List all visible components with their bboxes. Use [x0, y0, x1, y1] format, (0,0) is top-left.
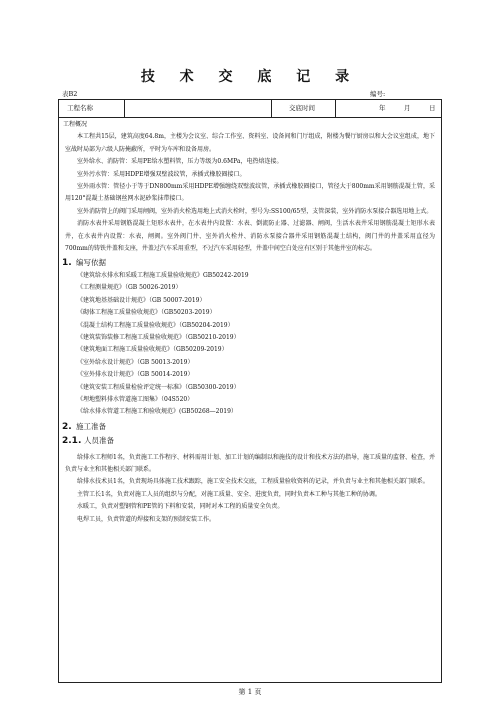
- staff-paragraph: 水暖工，负责对塑钢管和PE管的下料和安装，同时对本工程的质量安全负责。: [77, 503, 284, 511]
- reference-item: 《建筑地面工程施工质量验收规范》（GB50209-2019）: [77, 346, 228, 354]
- record-sheet: [58, 99, 442, 683]
- overview-paragraph: 室外污水管：采用HDPE增强双壁波纹管，承插式橡胶圈接口。: [77, 170, 246, 178]
- overview-paragraph: 室外给水、消防管：采用PE给水塑料管，压力等级为0.6MPa，电热熔连接。: [77, 158, 283, 166]
- section-1-heading: 1. 编写依据: [62, 258, 106, 269]
- divider: [335, 100, 336, 117]
- section-2-1-heading: 2.1. 人员准备: [62, 436, 114, 447]
- overview-paragraph: 本工程共15层，建筑高度64.8m，主楼为会议室、综合工作室、资料室、设备间和门厅组成，附楼为餐厅厨房以和大会议室组成，地下室战时局部为六级人防掩蔽所，平时为车库和设备用房。: [65, 133, 435, 153]
- record-body: [59, 119, 441, 526]
- staff-paragraph: 给排水技术员1名，负责现场具体施工技术跟踪，施工安全技术交底，工程质量验收资料的记录，并负责与业主和其他相关部门联系。: [77, 478, 429, 486]
- staff-paragraph: 给排水工程师1名，负责施工工作程序、材料需用计划、加工计划的编制以和施技的设计和技术方法的指导，施工质量的监督、检查，并负责与业主和其他相关部门联系。: [65, 453, 435, 473]
- reference-item: 《建筑装饰装修工程施工质量验收规范》（GB50210-2019）: [77, 333, 240, 341]
- staff-paragraph: 主管工长1名，负责对施工人员的组织与分配，对施工质量、安全、进度负责，同时负责本工种与其他工种的协调。: [77, 490, 381, 498]
- project-name-label: 工程名称: [67, 104, 93, 112]
- day-label: 日: [429, 104, 436, 112]
- month-label: 月: [404, 104, 411, 112]
- reference-item: 《埋地塑料排水管道施工图集》（04S520）: [77, 395, 194, 403]
- overview-heading: 工程概况: [63, 121, 88, 128]
- reference-item: 《砌体工程施工质量验收规范》（GB50203-2019）: [77, 309, 216, 317]
- reference-item: 《建筑给水排水和采暖工程施工质量验收规范》GB50242-2019: [77, 271, 249, 279]
- overview-paragraph: 室外消防管上的阀门采用闸阀，室外消火栓选用地上式消火栓时，型号为:SS100/65型，支管深装，室外消防水泵接合器选用地上式。: [77, 207, 433, 215]
- reference-item: 《室外给水设计规范》（GB 50013-2019）: [77, 358, 194, 366]
- reference-item: 《建筑安装工程质量检验评定统一标准》（GB50300-2019）: [77, 383, 240, 391]
- reference-item: 《混凝土结构工程施工质量验收规范》（GB50204-2019）: [77, 321, 234, 329]
- header-row: [59, 100, 441, 118]
- section-2-heading: 2. 施工准备: [62, 421, 106, 432]
- reference-item: 《建筑地基基础设计规范》（GB 50007-2019）: [77, 296, 206, 304]
- reference-item: 《工程测量规范》（GB 50026-2019）: [77, 284, 182, 292]
- page-number: 第 1 页: [238, 688, 262, 696]
- overview-paragraph: 消防水表井采用钢筋混凝土矩形水表井，在水表井内设置：水表、倒流防止器、过滤器、闸阀，生活水表井采用钢筋混凝土矩形水表井，在水表井内设置：水表，闸阀。室外阀门井、室外消火栓井、消防水泵接合器井采用钢筋混凝土结构，阀门井的井盖采用直径为700mm的铸铁井盖和支座，井盖过汽车采用重型，不过汽车采用轻型，井盖中间空白处应有区别于其他井室的标志。: [65, 220, 435, 253]
- reference-item: 《给水排水管道工程施工和验收规范》(GB50268—2019）: [77, 408, 237, 416]
- overview-paragraph: 室外雨水管：管径小于等于DN800mm采用HDPE增强缠绕双壁波纹管，承插式橡胶圈接口，管径大于800mm采用钢筋混凝土管，采用120°混凝土基础钢丝网水泥砂浆抹带接口。: [65, 183, 435, 203]
- document-title: 技 术 交 底 记 录: [140, 69, 360, 85]
- handover-time-label: 交底时间: [289, 104, 315, 112]
- divider: [271, 100, 272, 117]
- number-label: 编号:: [370, 90, 386, 98]
- divider: [124, 100, 125, 117]
- form-code: 表B2: [62, 90, 78, 98]
- year-label: 年: [379, 104, 386, 112]
- staff-paragraph: 电焊工员，负责管道的焊接和支架的预制安装工作。: [77, 515, 216, 523]
- reference-item: 《室外排水设计规范》（GB 50014-2019）: [77, 371, 194, 379]
